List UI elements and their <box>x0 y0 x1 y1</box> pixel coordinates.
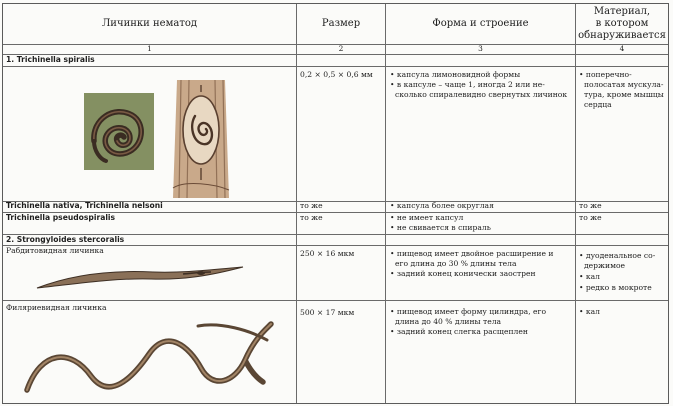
material-nativa: то же <box>579 201 602 210</box>
header-material-3: обнаруживается <box>578 30 666 41</box>
structure-pseudo-2: • не свивается в спираль <box>390 223 491 233</box>
rhabditiform-larva-body <box>37 267 243 288</box>
row-line-numbers <box>3 54 668 55</box>
material-rhabditiform-2: держимое <box>584 261 626 270</box>
col-number-2: 2 <box>338 44 344 53</box>
material-filariform: • кал <box>579 307 600 317</box>
title-filariform-larva: Филяриевидная личинка <box>6 303 107 312</box>
material-rhabditiform-1: • дуоденальное со- <box>579 251 655 261</box>
nematode-larvae-table <box>2 3 669 404</box>
structure-spiralis-1: • капсула лимоновидной формы <box>390 70 520 80</box>
col-divider-1 <box>296 4 297 403</box>
title-trichinella-pseudospiralis: Trichinella pseudospiralis <box>6 213 116 222</box>
structure-spiralis-2: • в капсуле – чаще 1, иногда 2 или не- <box>390 80 545 90</box>
material-spiralis-1: • поперечно- <box>579 70 632 80</box>
section-title-strongyloides: 2. Strongyloides stercoralis <box>6 235 125 244</box>
filariform-larva-image <box>21 320 276 402</box>
structure-rhabditiform-1: • пищевод имеет двойное расширение и <box>390 249 553 259</box>
structure-filariform-1: • пищевод имеет форму цилиндра, его <box>390 307 546 317</box>
structure-spiralis-3: сколько спиралевидно свернутых личинок <box>395 90 568 99</box>
size-trichinella-nativa: то же <box>300 201 323 210</box>
material-rhabditiform-3: • кал <box>579 272 600 282</box>
structure-filariform-2: длина до 40 % длины тела <box>395 317 502 326</box>
row-line-rhabditiform <box>3 300 668 301</box>
trichinella-spiral-larva-image <box>84 93 154 170</box>
header-structure: Форма и строение <box>432 18 529 29</box>
material-spiralis-3: тура, кроме мышцы <box>584 90 664 99</box>
header-material-2: в котором <box>595 18 649 29</box>
header-larvae: Личинки нематод <box>101 18 198 29</box>
structure-filariform-3: • задний конец слегка расщеплен <box>390 327 528 337</box>
header-material-1: Материал, <box>593 6 651 17</box>
col-number-3: 3 <box>478 44 483 53</box>
header-size: Размер <box>321 18 361 29</box>
section-title-trichinella-spiralis: 1. Trichinella spiralis <box>6 55 95 64</box>
size-trichinella-pseudospiralis: то же <box>300 213 323 222</box>
structure-pseudo-1: • не имеет капсул <box>390 213 463 223</box>
lemon-capsule <box>183 96 219 164</box>
col-divider-2 <box>385 4 386 403</box>
row-line-title1 <box>3 66 668 67</box>
col-number-1: 1 <box>147 44 152 53</box>
size-rhabditiform: 250 × 16 мкм <box>300 249 355 258</box>
col-number-4: 4 <box>619 44 625 53</box>
rhabditiform-larva-image <box>33 264 248 294</box>
material-spiralis-2: полосатая мускула- <box>584 80 664 89</box>
material-spiralis-4: сердца <box>584 100 612 109</box>
structure-nativa: • капсула более округлая <box>390 201 494 211</box>
structure-rhabditiform-2: его длина до 30 % длины тела <box>395 259 517 268</box>
structure-rhabditiform-3: • задний конец конически заострен <box>390 269 536 279</box>
size-filariform: 500 × 17 мкм <box>300 308 355 317</box>
material-pseudo: то же <box>579 213 602 222</box>
col-divider-3 <box>575 4 576 403</box>
material-rhabditiform-4: • редко в мокроте <box>579 283 652 293</box>
size-trichinella-spiralis: 0,2 × 0,5 × 0,6 мм <box>300 70 373 79</box>
title-rhabditiform-larva: Рабдитовидная личинка <box>6 246 104 255</box>
trichinella-capsule-image <box>171 80 231 198</box>
title-trichinella-nativa: Trichinella nativa, Trichinella nelsoni <box>6 201 163 210</box>
